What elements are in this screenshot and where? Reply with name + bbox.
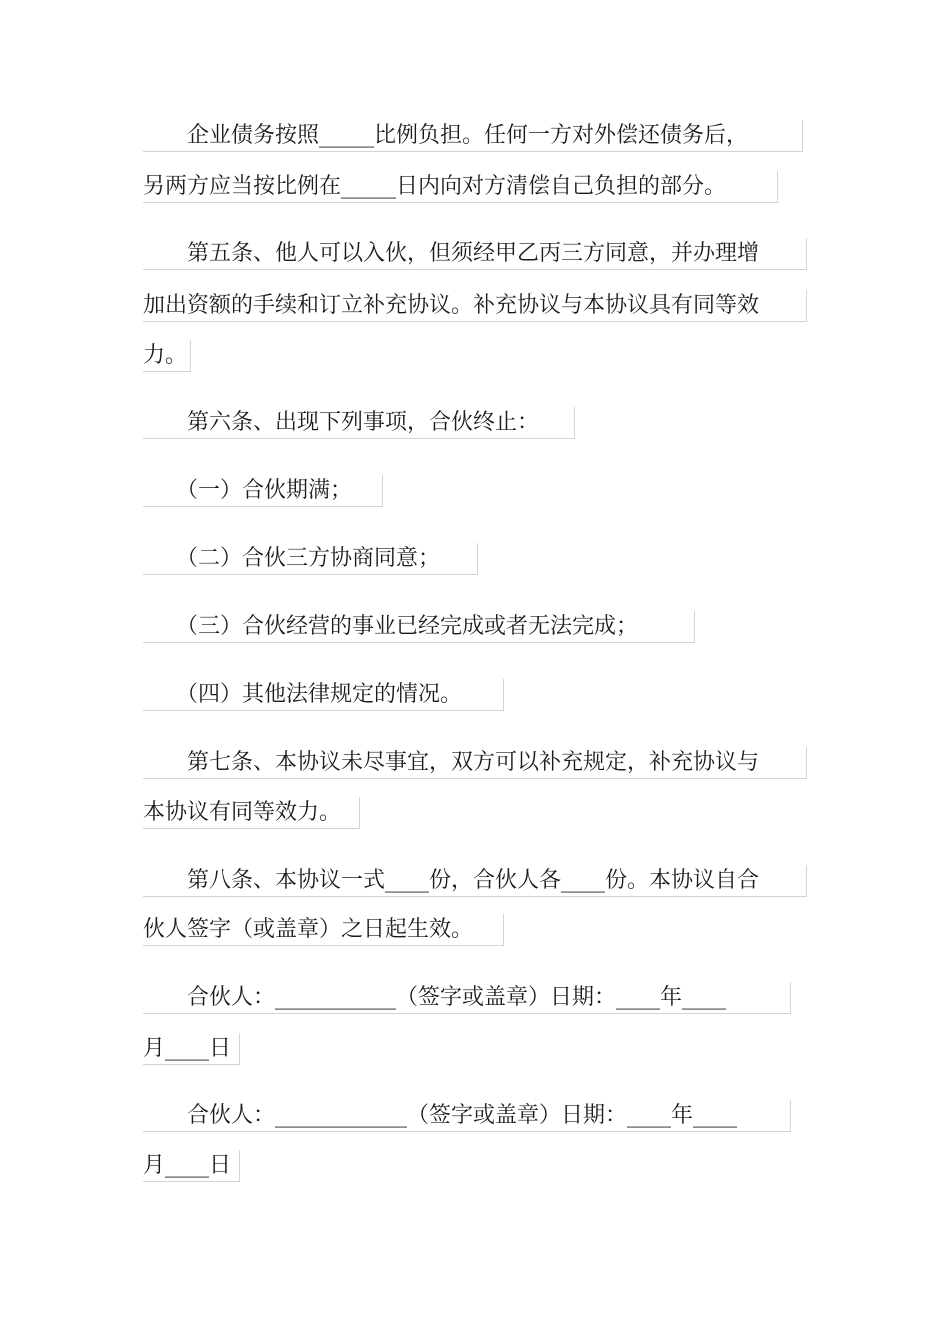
text-line: 合伙人：____________（签字或盖章）日期：____年____ (143, 1100, 791, 1132)
text-line: （四）其他法律规定的情况。 (143, 679, 504, 711)
text-line: 第七条、本协议未尽事宜，双方可以补充规定，补充协议与 (143, 747, 807, 779)
text-line: 合伙人：___________（签字或盖章）日期：____年____ (143, 982, 791, 1014)
text-line: 伙人签字（或盖章）之日起生效。 (143, 914, 504, 946)
text-line: 力。 (143, 340, 191, 372)
text-line: （一）合伙期满； (143, 475, 383, 507)
text-line: 月____日 (143, 1150, 240, 1182)
text-line: （三）合伙经营的事业已经完成或者无法完成； (143, 611, 695, 643)
text-line: 另两方应当按比例在_____日内向对方清偿自己负担的部分。 (143, 171, 778, 203)
text-line: 第八条、本协议一式____份，合伙人各____份。本协议自合 (143, 865, 807, 897)
text-line: 月____日 (143, 1033, 240, 1065)
text-line: 第五条、他人可以入伙，但须经甲乙丙三方同意，并办理增 (143, 238, 807, 270)
text-line: 本协议有同等效力。 (143, 797, 360, 829)
text-line: 企业债务按照_____比例负担。任何一方对外偿还债务后， (143, 120, 803, 152)
text-line: 第六条、出现下列事项，合伙终止： (143, 407, 575, 439)
text-line: （二）合伙三方协商同意； (143, 543, 478, 575)
text-line: 加出资额的手续和订立补充协议。补充协议与本协议具有同等效 (143, 290, 807, 322)
